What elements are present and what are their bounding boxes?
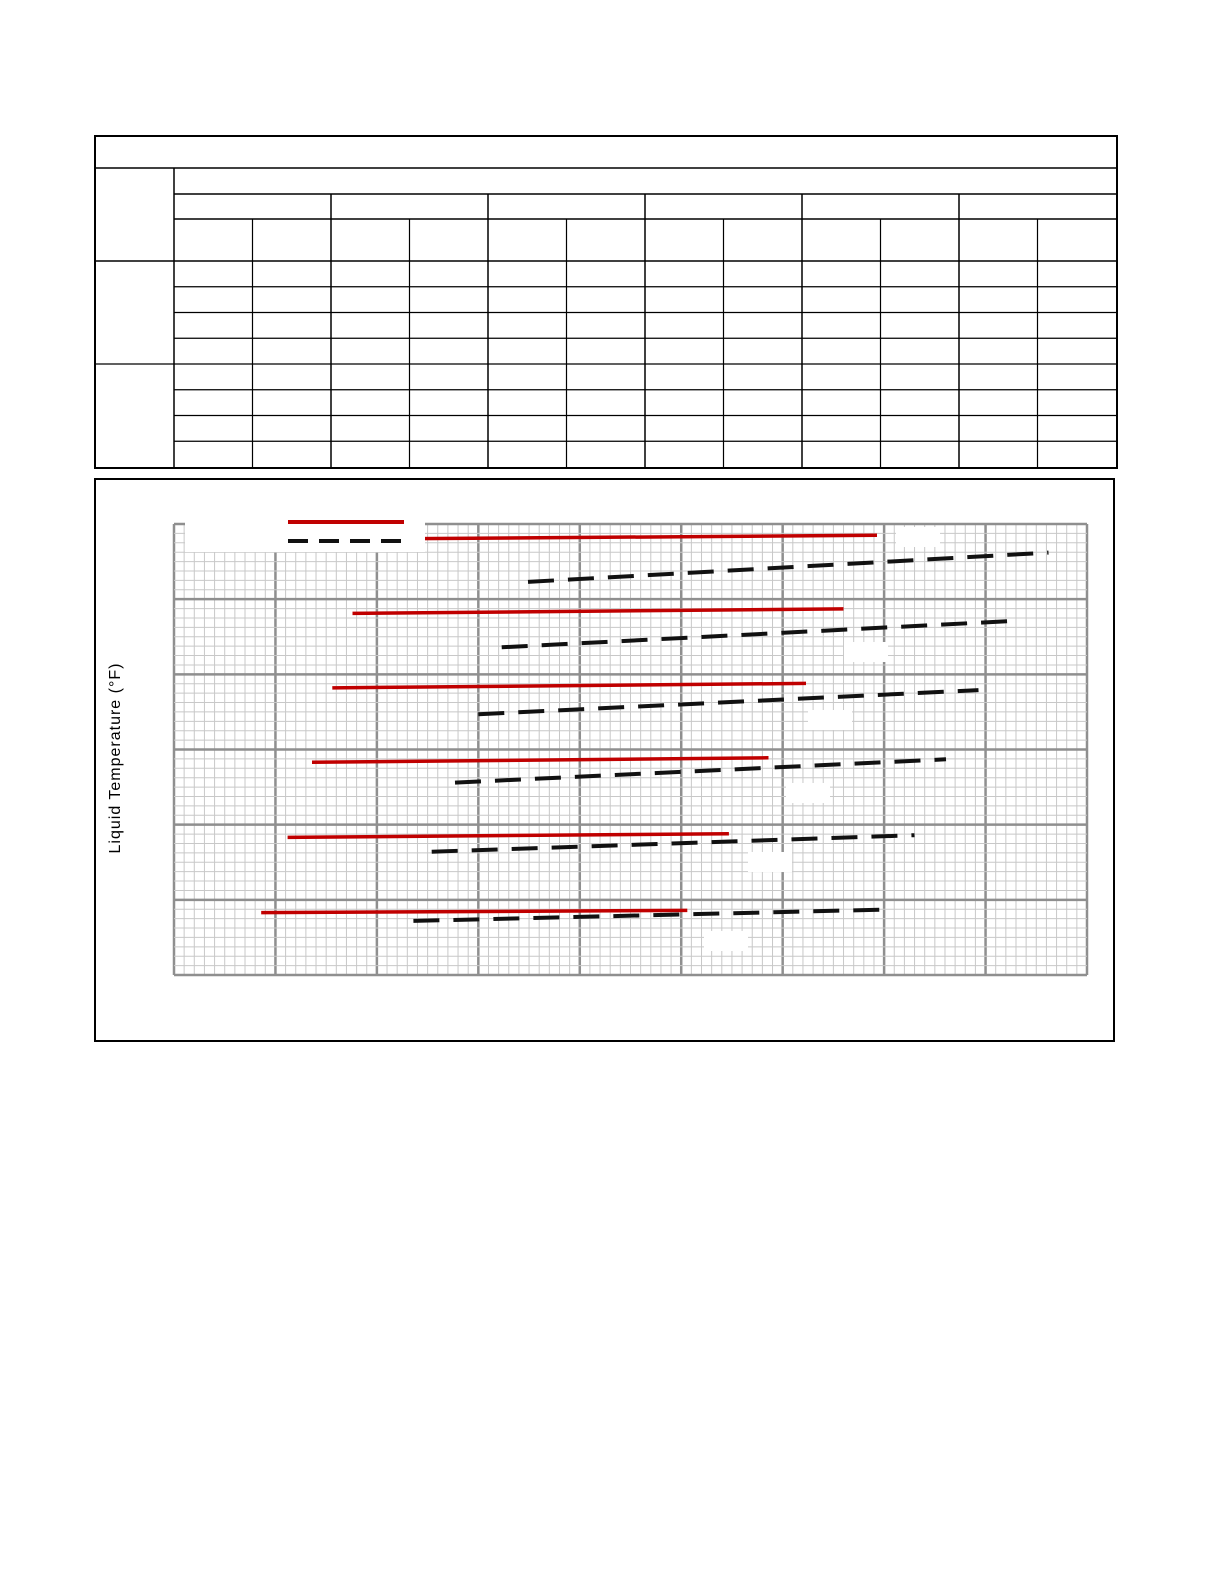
solid-series-line [370,535,877,539]
legend [185,516,425,552]
curve-label-patch [704,931,748,951]
curve-label-patch [896,527,940,547]
curve-label-patch [786,783,830,803]
curve-label-patch [808,710,852,730]
curve-label-patch [844,642,888,662]
solid-series-line [261,910,687,912]
solid-series-line [353,609,844,614]
dashed-series-line [502,621,1012,647]
y-axis-label: Liquid Temperature (°F) [107,662,124,854]
curve-label-patch [748,852,792,872]
dashed-series-line [528,553,1049,582]
chart-grid [174,524,1087,975]
